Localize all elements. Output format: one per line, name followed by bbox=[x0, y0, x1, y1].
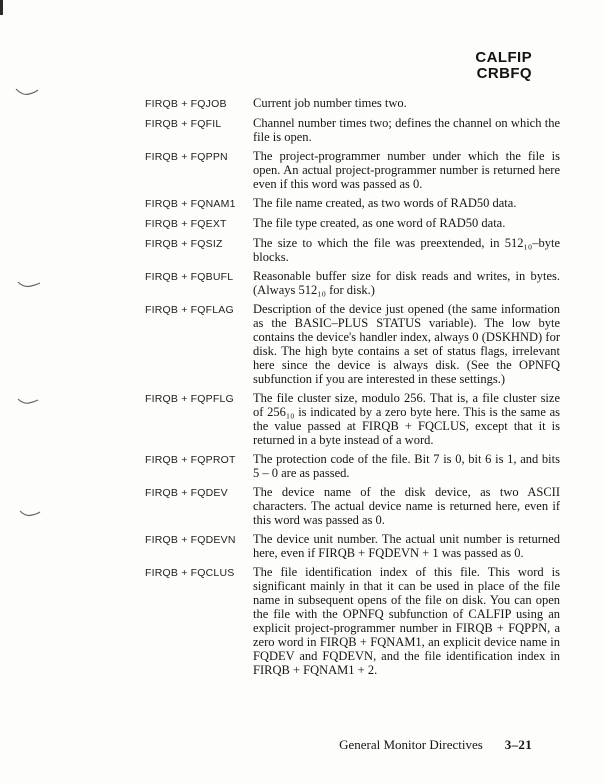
header-keyword-crbfq: CRBFQ bbox=[476, 65, 532, 82]
page-header bbox=[475, 50, 532, 82]
table-row bbox=[145, 452, 560, 480]
pen-mark-icon bbox=[19, 506, 41, 520]
scan-edge-artifact bbox=[0, 0, 3, 15]
table-row bbox=[145, 391, 560, 447]
field-description: The size to which the file was preextended, in 512₁₀–byte blocks. bbox=[253, 236, 560, 264]
field-description: The project-programmer number under which the file is open. An actual project-programmer number is returned here even if this word was passed as 0. bbox=[253, 149, 560, 191]
field-description: The protection code of the file. Bit 7 is 0, bit 6 is 1, and bits 5 – 0 are as passed. bbox=[253, 452, 560, 480]
table-row bbox=[145, 116, 560, 144]
table-row bbox=[145, 216, 560, 231]
field-name: FIRQB + FQFIL bbox=[145, 118, 222, 130]
field-name: FIRQB + FQCLUS bbox=[145, 567, 235, 579]
table-row bbox=[145, 302, 560, 386]
pen-mark-icon bbox=[17, 395, 39, 407]
table-row bbox=[145, 149, 560, 191]
field-description: The file type created, as one word of RAD50 data. bbox=[253, 216, 506, 230]
field-name: FIRQB + FQDEVN bbox=[145, 534, 236, 546]
footer-section-title: General Monitor Directives bbox=[339, 737, 483, 752]
header-keyword-calfip: CALFIP bbox=[475, 49, 532, 66]
field-name: FIRQB + FQDEV bbox=[145, 487, 228, 499]
field-description: The file identification index of this file. This word is significant mainly in that it can be used in place of the file name in subsequent opens of the file on disk. You can open the file with the OPNFQ subfunction of CALFIP using an explicit project-programmer number in FIRQB + FQPPN, a zero word in FIRQB + FQNAM1, an explicit device name in FQDEV and FQDEVN, and the file identification index in FIRQB + FQNAM1 + 2. bbox=[253, 565, 560, 677]
field-name: FIRQB + FQSIZ bbox=[145, 238, 223, 250]
table-row bbox=[145, 565, 560, 677]
field-description: Channel number times two; defines the channel on which the file is open. bbox=[253, 116, 560, 144]
field-description: The device unit number. The actual unit number is returned here, even if FIRQB + FQDEVN + 1 was passed as 0. bbox=[253, 532, 560, 560]
pen-mark-icon bbox=[17, 278, 41, 290]
page-footer bbox=[339, 737, 532, 752]
pen-mark-icon bbox=[15, 86, 39, 98]
field-name: FIRQB + FQNAM1 bbox=[145, 198, 236, 210]
table-row bbox=[145, 485, 560, 527]
field-description: The file cluster size, modulo 256. That is, a file cluster size of 256₁₀ is indicated by a zero byte here. This is the same as the value passed at FIRQB + FQCLUS, except that it is returned in a byte instead of a word. bbox=[253, 391, 560, 447]
field-description: Reasonable buffer size for disk reads and writes, in bytes. (Always 512₁₀ for disk.) bbox=[253, 269, 560, 297]
table-row bbox=[145, 96, 560, 111]
field-name: FIRQB + FQJOB bbox=[145, 98, 227, 110]
field-definition-table bbox=[145, 96, 560, 682]
table-row bbox=[145, 532, 560, 560]
table-row bbox=[145, 236, 560, 264]
table-row bbox=[145, 269, 560, 297]
field-name: FIRQB + FQPROT bbox=[145, 454, 236, 466]
field-name: FIRQB + FQBUFL bbox=[145, 271, 234, 283]
page-number: 3–21 bbox=[504, 737, 532, 752]
field-description: The device name of the disk device, as two ASCII characters. The actual device name is returned here, even if this word was passed as 0. bbox=[253, 485, 560, 527]
field-description: Current job number times two. bbox=[253, 96, 407, 110]
field-name: FIRQB + FQFLAG bbox=[145, 304, 234, 316]
field-name: FIRQB + FQEXT bbox=[145, 218, 227, 230]
field-name: FIRQB + FQPPN bbox=[145, 151, 228, 163]
table-row bbox=[145, 196, 560, 211]
field-description: The file name created, as two words of RAD50 data. bbox=[253, 196, 517, 210]
field-description: Description of the device just opened (the same information as the BASIC–PLUS STATUS variable). The low byte contains the device's handler index, always 0 (DSKHND) for disk. The high byte contains a set of status flags, irrelevant here since the device is always disk. (See the OPNFQ subfunction if you are interested in these settings.) bbox=[253, 302, 560, 386]
field-name: FIRQB + FQPFLG bbox=[145, 393, 234, 405]
